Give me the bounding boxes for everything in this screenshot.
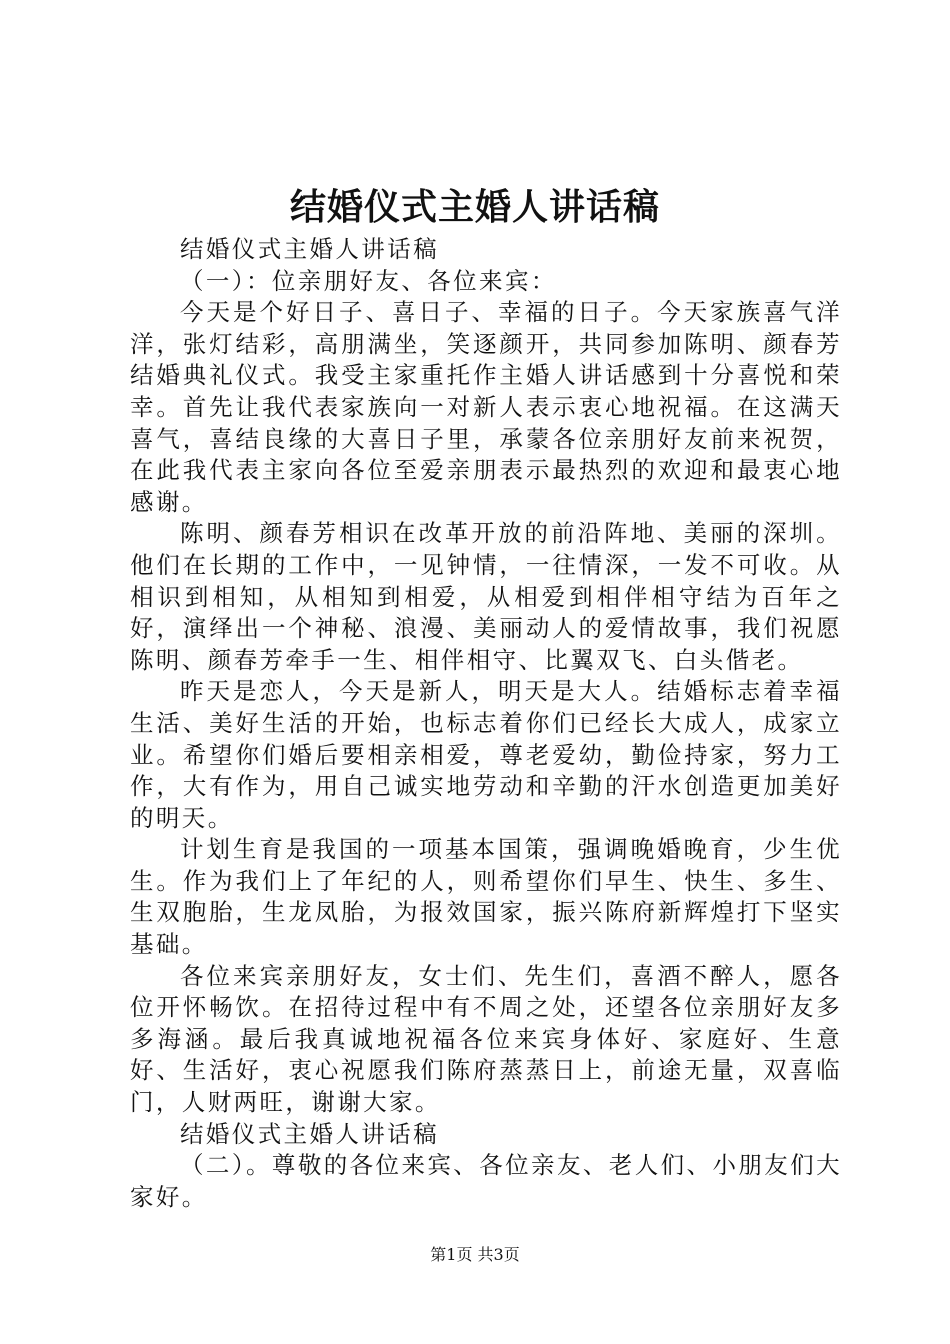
- paragraph-family-planning: 计划生育是我国的一项基本国策，强调晚婚晚育，少生优生。作为我们上了年纪的人，则希望你们早生、快生、多生、生双胞胎，生龙凤胎，为报效国家，振兴陈府新辉煌打下坚实基础。: [130, 835, 842, 959]
- paragraph-greeting-1: （一）：位亲朋好友、各位来宾：: [180, 266, 557, 295]
- paragraph-closing: 各位来宾亲朋好友，女士们、先生们，喜酒不醉人，愿各位开怀畅饮。在招待过程中有不周之处，还望各位亲朋好友多多海涵。最后我真诚地祝福各位来宾身体好、家庭好、生意好、生活好，衷心祝愿我们陈府蒸蒸日上，前途无量，双喜临门，人财两旺，谢谢大家。: [130, 961, 842, 1117]
- paragraph-heading-2: 结婚仪式主婚人讲话稿: [180, 1119, 439, 1148]
- document-body: [130, 234, 842, 1213]
- paragraph-couple-story: 陈明、颜春芳相识在改革开放的前沿阵地、美丽的深圳。他们在长期的工作中，一见钟情，一往情深，一发不可收。从相识到相知，从相知到相爱，从相爱到相伴相守结为百年之好，演绎出一个神秘、浪漫、美丽动人的爱情故事，我们祝愿陈明、颜春芳牵手一生、相伴相守、比翼双飞、白头偕老。: [130, 519, 842, 674]
- paragraph-greeting-2: （二）。尊敬的各位来宾、各位亲友、老人们、小朋友们大家好。: [130, 1151, 842, 1211]
- paragraph-wishes: 昨天是恋人，今天是新人，明天是大人。结婚标志着幸福生活、美好生活的开始，也标志着你们已经长大成人，成家立业。希望你们婚后要相亲相爱，尊老爱幼，勤俭持家，努力工作，大有作为，用自己诚实地劳动和辛勤的汗水创造更加美好的明天。: [130, 677, 842, 832]
- paragraph-opening: 今天是个好日子、喜日子、幸福的日子。今天家族喜气洋洋，张灯结彩，高朋满坐，笑逐颜开，共同参加陈明、颜春芳结婚典礼仪式。我受主家重托作主婚人讲话感到十分喜悦和荣幸。首先让我代表家族向一对新人表示衷心地祝福。在这满天喜气，喜结良缘的大喜日子里，承蒙各位亲朋好友前来祝贺，在此我代表主家向各位至爱亲朋表示最热烈的欢迎和最衷心地感谢。: [130, 298, 842, 516]
- page-footer: 第1页 共3页: [430, 1245, 520, 1264]
- paragraph-heading-1: 结婚仪式主婚人讲话稿: [180, 235, 439, 263]
- document-title: 结婚仪式主婚人讲话稿: [289, 187, 660, 228]
